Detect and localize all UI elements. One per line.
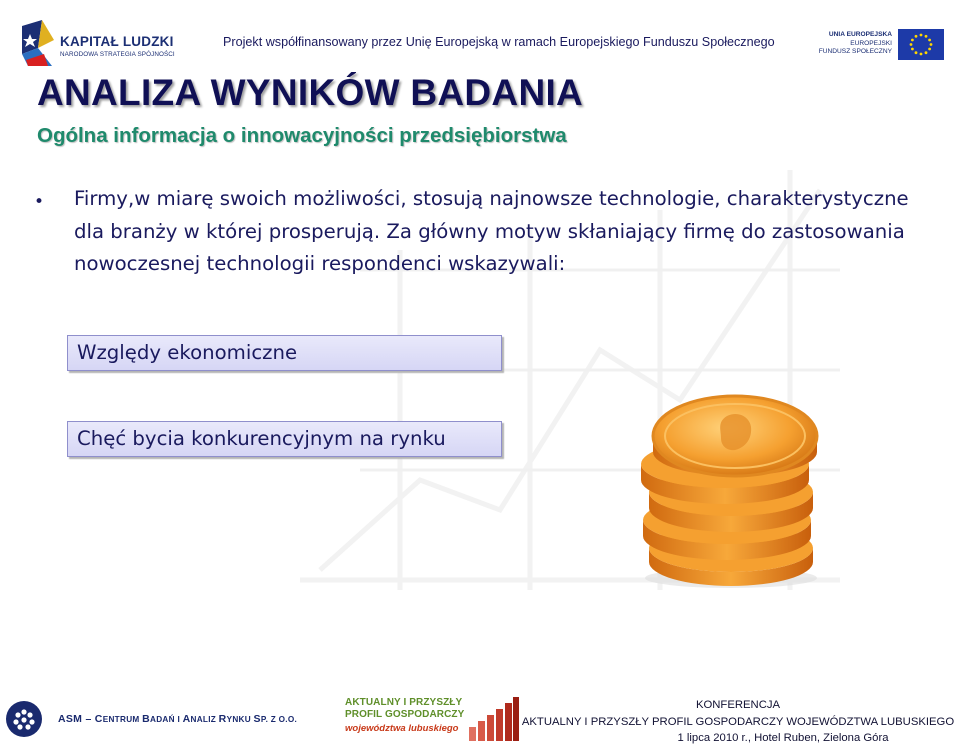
- eu-line-1: UNIA EUROPEJSKA: [828, 31, 892, 38]
- asm-i: I: [177, 715, 183, 724]
- project-funding-text: Projekt współfinansowany przez Unię Europejską w ramach Europejskiego Funduszu Społecznego: [223, 35, 775, 49]
- asm-r: R: [218, 713, 227, 725]
- asm-a: A: [182, 713, 191, 725]
- logo-subtitle: NARODOWA STRATEGIA SPÓJNOŚCI: [60, 51, 175, 58]
- conference-info: [518, 697, 958, 747]
- bar-chart-logo-icon: [467, 697, 519, 741]
- asm-word-4: YNKU: [226, 715, 254, 724]
- asm-word-1: ENTRUM: [102, 715, 143, 724]
- reason-box-economic: Względy ekonomiczne: [67, 335, 502, 371]
- page-subtitle: Ogólna informacja o innowacyjności przedsiębiorstwa: [37, 124, 567, 147]
- asm-s: S: [253, 713, 261, 725]
- asm-word-5: P. Z O.O.: [260, 715, 298, 724]
- conference-date-place: 1 lipca 2010 r., Hotel Ruben, Zielona Góra: [677, 732, 889, 744]
- asm-logo-icon: [5, 700, 43, 738]
- page-title: ANALIZA WYNIKÓW BADANIA: [37, 72, 584, 113]
- conference-label: KONFERENCJA: [695, 699, 781, 711]
- kapital-ludzki-logo-icon: [20, 20, 54, 66]
- profil-line-3: województwa lubuskiego: [345, 723, 459, 734]
- profil-line-1: AKTUALNY I PRZYSZŁY: [345, 697, 463, 708]
- reason-box-competitive: Chęć bycia konkurencyjnym na rynku: [67, 421, 502, 457]
- profil-gospodarczy-logo: [345, 697, 520, 742]
- asm-word-3: NALIZ: [190, 715, 219, 724]
- eu-flag-icon: [898, 29, 944, 60]
- asm-word-2: ADAŃ: [150, 715, 178, 724]
- asm-b: B: [142, 713, 150, 725]
- kapital-ludzki-logo: [20, 20, 180, 68]
- coin-stack-icon: [635, 380, 835, 590]
- asm-company-name: [58, 713, 297, 725]
- logo-title: KAPITAŁ LUDZKI: [60, 34, 174, 49]
- asm-prefix: ASM – C: [58, 713, 103, 725]
- conference-title: AKTUALNY I PRZYSZŁY PROFIL GOSPODARCZY WOJEWÓDZTWA LUBUSKIEGO: [521, 715, 955, 728]
- eu-line-2: EUROPEJSKI: [850, 39, 892, 47]
- eu-logo-text: [818, 31, 892, 57]
- bullet-text: Firmy,w miarę swoich możliwości, stosują najnowsze technologie, charakterystyczne dla branży w której prosperują. Za główny motyw skłaniający firmę do zastosowania nowoczesnej technologii respondenci wskazywali:: [74, 187, 909, 275]
- bullet-point-icon: •: [34, 192, 45, 212]
- eu-line-3: FUNDUSZ SPOŁECZNY: [818, 48, 892, 55]
- profil-line-2: PROFIL GOSPODARCZY: [345, 709, 465, 720]
